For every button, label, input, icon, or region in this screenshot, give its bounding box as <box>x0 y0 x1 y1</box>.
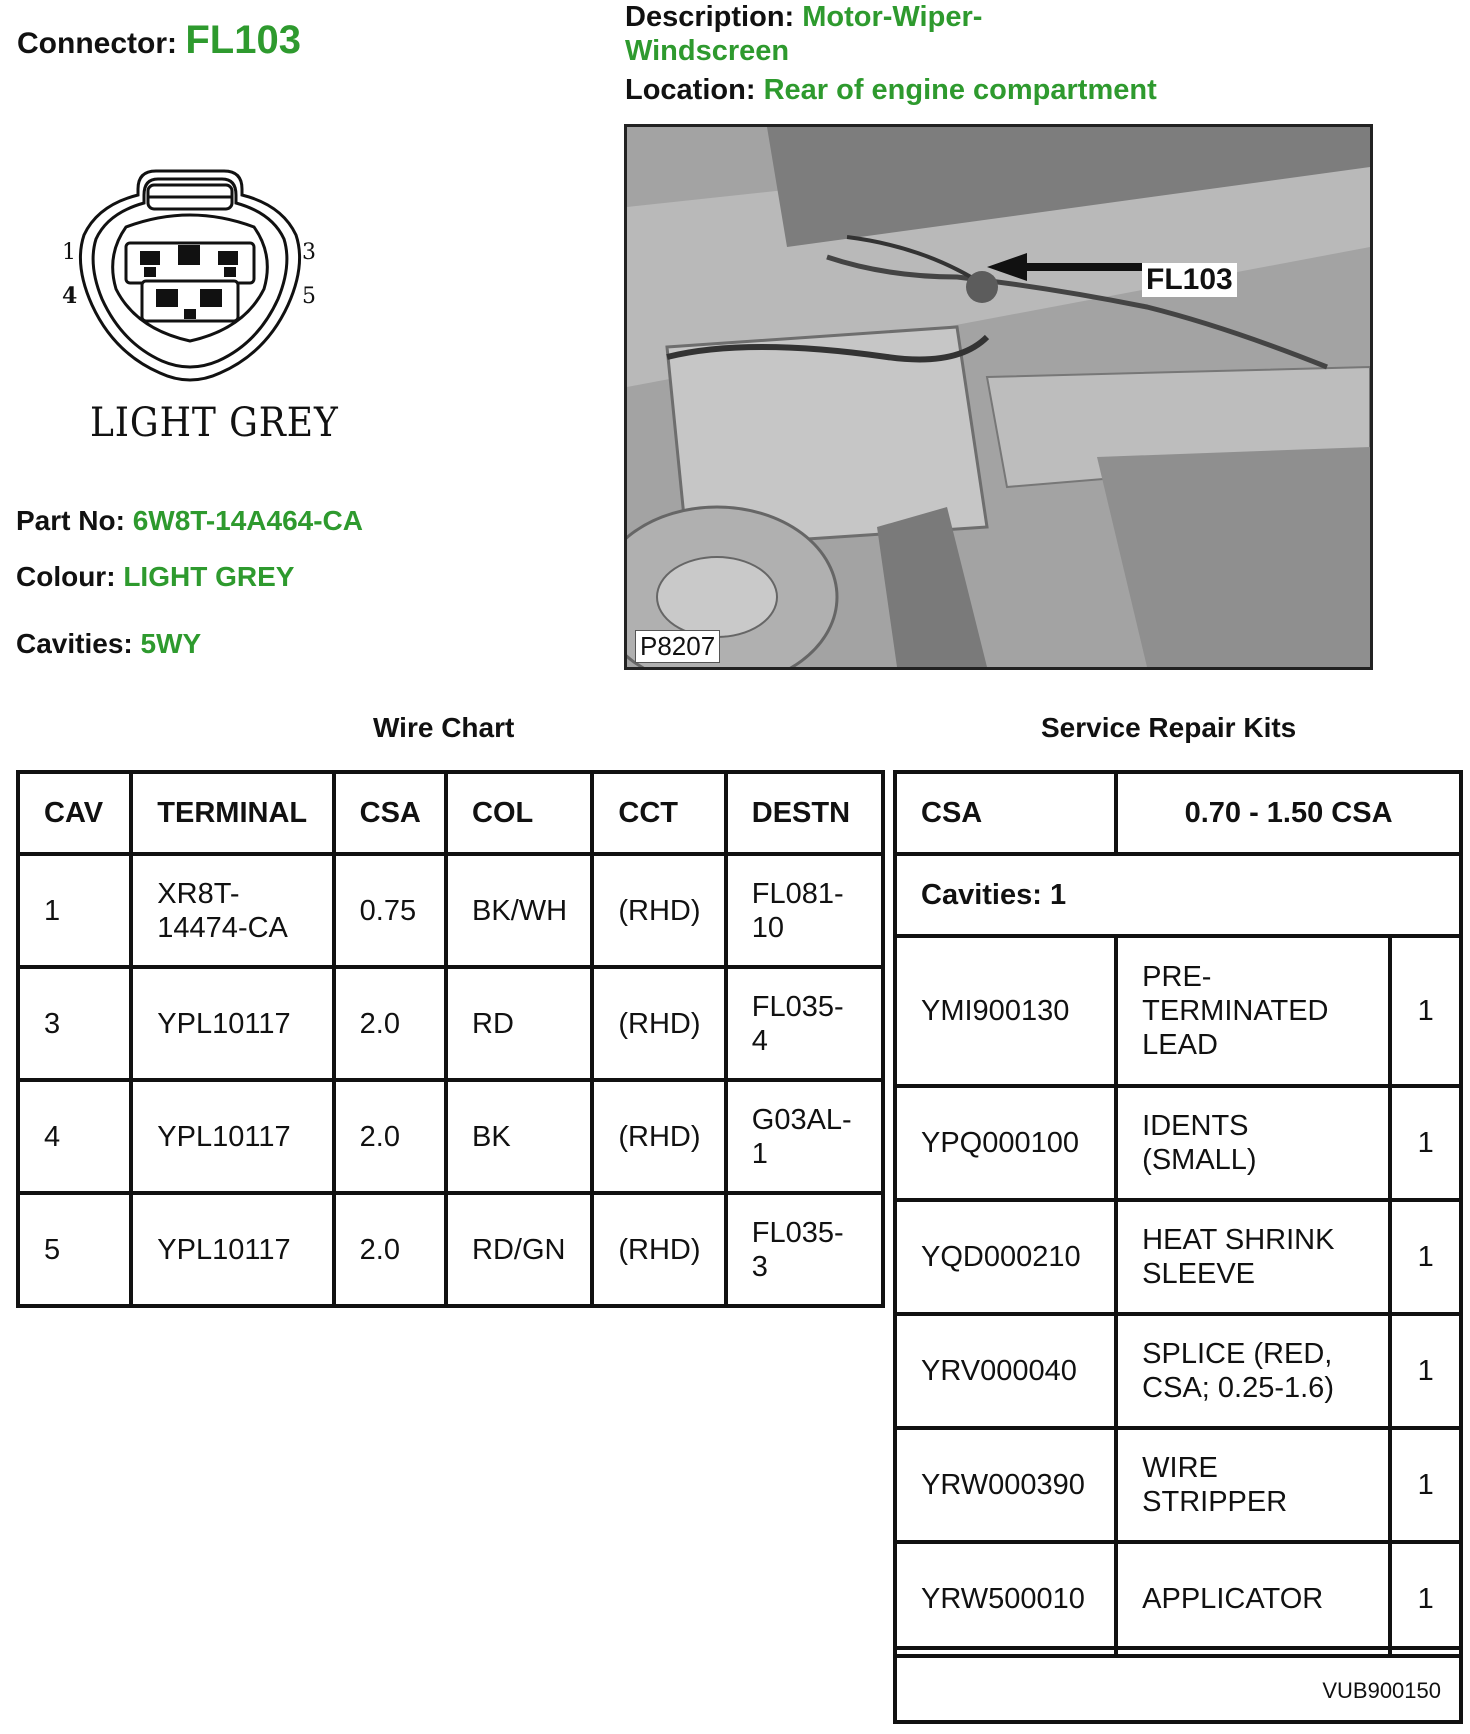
wire-chart-header-row <box>18 772 883 854</box>
col-header-col: COL <box>446 772 592 854</box>
cell-terminal: YPL10117 <box>131 1080 333 1193</box>
kit-desc <box>1116 1428 1390 1542</box>
kit-desc-line2: SLEEVE <box>1142 1258 1255 1290</box>
kit-desc-line2: CSA; 0.25-1.6) <box>1142 1372 1334 1404</box>
destn-line1: G03AL- <box>751 1103 852 1136</box>
kit-desc-line2: STRIPPER <box>1142 1486 1288 1518</box>
table-row <box>18 1080 883 1193</box>
wire-chart-table <box>16 770 885 1308</box>
part-no-line <box>16 505 363 537</box>
destn-line2: 3 <box>751 1250 768 1283</box>
table-row <box>18 854 883 967</box>
cell-csa: 2.0 <box>334 1080 446 1193</box>
cell-col: BK <box>446 1080 592 1193</box>
kit-row <box>895 1428 1461 1542</box>
kit-desc-line3: LEAD <box>1142 1029 1218 1061</box>
cell-cct: (RHD) <box>592 854 725 967</box>
cell-col: BK/WH <box>446 854 592 967</box>
location-photo <box>624 124 1373 670</box>
col-header-terminal: TERMINAL <box>131 772 333 854</box>
cell-cav: 5 <box>18 1193 131 1306</box>
repair-kits-title: Service Repair Kits <box>1041 712 1297 743</box>
cell-cav: 3 <box>18 967 131 1080</box>
kit-part: YRW500010 <box>895 1542 1116 1656</box>
destn-line2: 4 <box>751 1024 768 1057</box>
cell-csa: 2.0 <box>334 1193 446 1306</box>
photo-code: P8207 <box>635 630 720 663</box>
wire-chart-title: Wire Chart <box>373 712 515 743</box>
col-header-csa: CSA <box>334 772 446 854</box>
kit-desc-line2: (SMALL) <box>1142 1144 1257 1176</box>
repair-kits-header-row <box>895 772 1461 854</box>
kit-desc-line1: SPLICE (RED, <box>1142 1338 1333 1370</box>
destn-line2: 10 <box>751 911 785 944</box>
cell-destn <box>726 854 883 967</box>
terminal-line2: 14474-CA <box>157 911 288 944</box>
kit-desc <box>1116 1200 1390 1314</box>
cell-destn <box>726 1193 883 1306</box>
destn-line1: FL035- <box>751 1216 844 1249</box>
kit-row <box>895 1200 1461 1314</box>
cell-csa: 0.75 <box>334 854 446 967</box>
cell-col: RD <box>446 967 592 1080</box>
cell-cct: (RHD) <box>592 1193 725 1306</box>
kit-desc-line1: IDENTS <box>1142 1110 1249 1142</box>
part-no-label: Part No: <box>16 505 125 536</box>
kit-qty: 1 <box>1390 1428 1461 1542</box>
kit-row <box>895 1314 1461 1428</box>
cavities-value: 5WY <box>140 628 202 659</box>
cell-cav: 4 <box>18 1080 131 1193</box>
kits-header-range: 0.70 - 1.50 CSA <box>1116 772 1461 854</box>
description-block <box>625 0 982 68</box>
colour-label: Colour: <box>16 561 116 592</box>
kits-footer-code: VUB900150 <box>1322 1678 1441 1703</box>
kit-qty: 1 <box>1390 1542 1461 1656</box>
connector-value: FL103 <box>185 18 301 62</box>
cell-cct: (RHD) <box>592 967 725 1080</box>
description-value-line1: Motor-Wiper- <box>802 1 983 33</box>
cell-col: RD/GN <box>446 1193 592 1306</box>
table-row <box>18 967 883 1080</box>
kit-desc-line2: TERMINATED <box>1142 995 1329 1027</box>
col-header-destn: DESTN <box>726 772 883 854</box>
kit-qty: 1 <box>1390 936 1461 1086</box>
cell-terminal: YPL10117 <box>131 967 333 1080</box>
kit-desc <box>1116 1086 1390 1200</box>
kit-row <box>895 936 1461 1086</box>
destn-line2: 1 <box>751 1137 768 1170</box>
col-header-cct: CCT <box>592 772 725 854</box>
destn-line1: FL081- <box>751 877 844 910</box>
cell-destn <box>726 967 883 1080</box>
pin-label-4: 4 <box>62 283 78 309</box>
kit-desc-line1: WIRE <box>1142 1452 1218 1484</box>
diagram-caption: LIGHT GREY <box>90 400 339 446</box>
location-block <box>625 74 1157 107</box>
cell-cav: 1 <box>18 854 131 967</box>
col-header-cav: CAV <box>18 772 131 854</box>
kit-qty: 1 <box>1390 1086 1461 1200</box>
location-label: Location: <box>625 74 756 106</box>
terminal-line1: XR8T- <box>157 877 240 910</box>
kit-part: YRV000040 <box>895 1314 1116 1428</box>
cell-terminal: YPL10117 <box>131 1193 333 1306</box>
description-label: Description: <box>625 1 795 33</box>
kit-desc <box>1116 1314 1390 1428</box>
pin-label-5: 5 <box>302 284 316 309</box>
photo-callout-label: FL103 <box>1142 263 1237 297</box>
engine-bay-illustration <box>627 127 1370 667</box>
kit-row <box>895 1542 1461 1656</box>
kit-part: YQD000210 <box>895 1200 1116 1314</box>
cell-destn <box>726 1080 883 1193</box>
kit-part: YMI900130 <box>895 936 1116 1086</box>
cell-csa: 2.0 <box>334 967 446 1080</box>
connector-face-diagram <box>60 165 320 405</box>
kits-cavities-row <box>895 854 1461 936</box>
colour-line <box>16 561 294 593</box>
kit-desc-line1: PRE- <box>1142 961 1212 993</box>
kit-qty: 1 <box>1390 1200 1461 1314</box>
colour-value: LIGHT GREY <box>123 561 295 592</box>
pin-label-3: 3 <box>302 240 316 265</box>
kit-desc <box>1116 936 1390 1086</box>
cavities-label: Cavities: <box>16 628 133 659</box>
cell-cct: (RHD) <box>592 1080 725 1193</box>
destn-line1: FL035- <box>751 990 844 1023</box>
cavities-line <box>16 628 201 660</box>
kit-row <box>895 1086 1461 1200</box>
kits-header-csa: CSA <box>895 772 1116 854</box>
kit-part: YPQ000100 <box>895 1086 1116 1200</box>
cell-terminal <box>131 854 333 967</box>
description-value-line2: Windscreen <box>625 35 790 67</box>
kits-cavities: Cavities: 1 <box>895 854 1461 936</box>
kits-footer <box>893 1646 1463 1724</box>
connector-heading <box>17 18 301 63</box>
repair-kits-table <box>893 770 1463 1658</box>
part-no-value: 6W8T-14A464-CA <box>132 505 363 536</box>
pin-label-1: 1 <box>62 240 76 265</box>
location-value: Rear of engine compartment <box>763 74 1157 106</box>
kit-part: YRW000390 <box>895 1428 1116 1542</box>
kit-qty: 1 <box>1390 1314 1461 1428</box>
connector-label: Connector: <box>17 27 177 60</box>
kit-desc: APPLICATOR <box>1116 1542 1390 1656</box>
kit-desc-line1: HEAT SHRINK <box>1142 1224 1335 1256</box>
table-row <box>18 1193 883 1306</box>
